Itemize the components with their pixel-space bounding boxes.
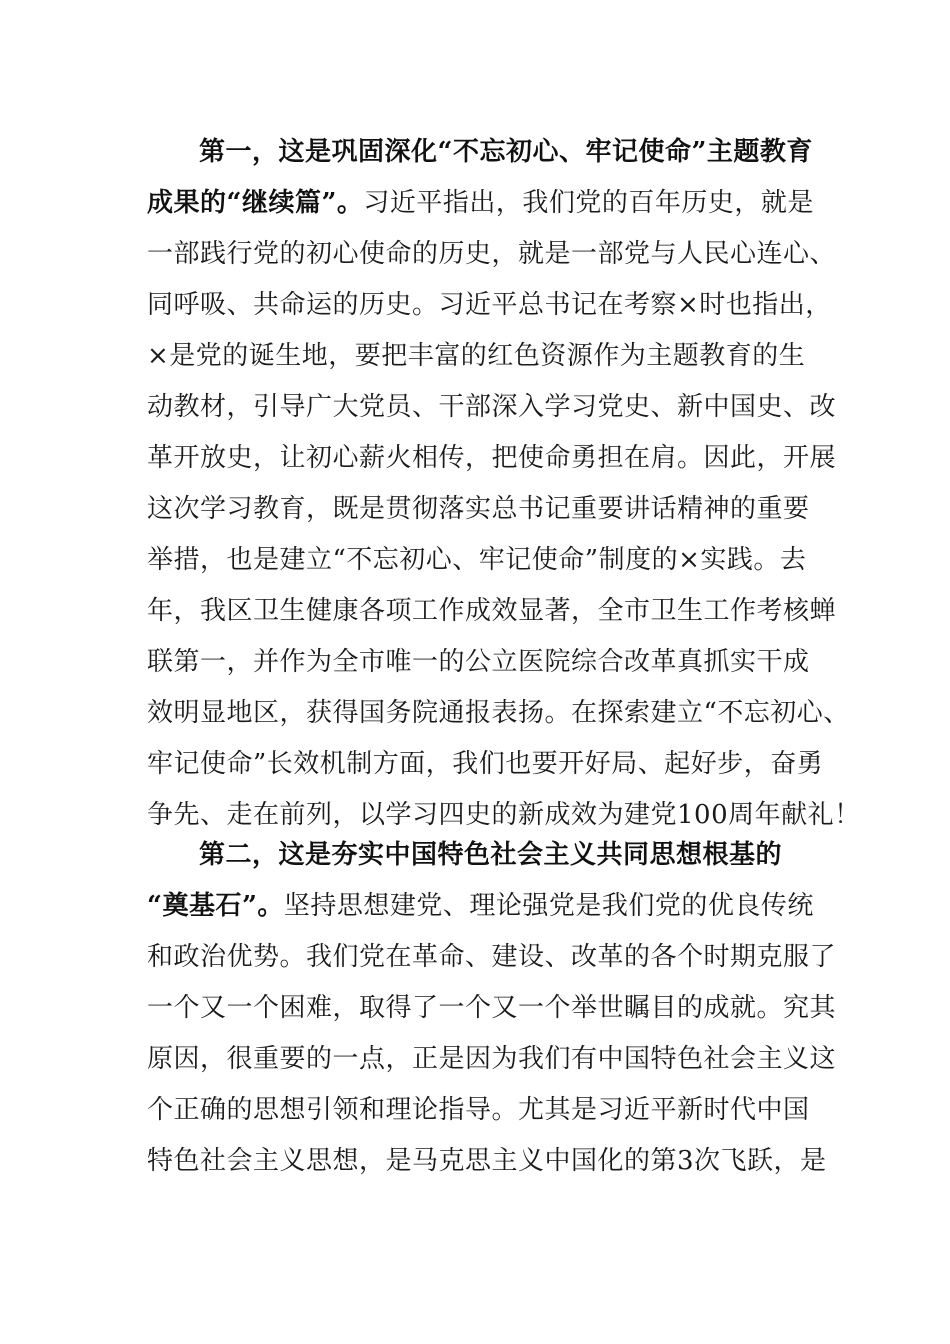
- text-line: [147, 739, 827, 790]
- text-line: [147, 433, 837, 484]
- body-text: 这次学习教育，既是贯彻落实总书记重要讲话精神的重要: [147, 494, 810, 524]
- body-text: 革开放史，让初心薪火相传，把使命勇担在肩。因此，开展: [147, 443, 837, 473]
- body-text: 同呼吸、共命运的历史。习近平总书记在考察×时也指出，: [147, 290, 832, 320]
- text-line: [147, 127, 827, 178]
- text-line: [147, 280, 832, 331]
- text-line: [147, 637, 827, 688]
- body-text: 一部践行党的初心使命的历史，就是一部党与人民心连心、: [147, 239, 837, 269]
- body-text: 特色社会主义思想，是马克思主义中国化的第3次飞跃，是: [147, 1146, 827, 1176]
- body-text: 习近平指出，我们党的百年历史，就是: [363, 188, 814, 218]
- text-line: [147, 178, 827, 229]
- body-text: 原因，很重要的一点，正是因为我们有中国特色社会主义这: [147, 1044, 837, 1074]
- body-text: 年，我区卫生健康各项工作成效显著，全市卫生工作考核蝉: [147, 596, 837, 626]
- text-line: [147, 535, 827, 586]
- text-line: [147, 830, 827, 881]
- text-line: [147, 688, 850, 739]
- bold-text: 第一，这是巩固深化“不忘初心、牢记使命”主题教育: [199, 137, 813, 167]
- text-line: [147, 229, 837, 280]
- body-text: 联第一，并作为全市唯一的公立医院综合改革真抓实干成: [147, 647, 810, 677]
- text-line: [147, 586, 837, 637]
- text-line: [147, 932, 837, 983]
- bold-text: “奠基石”。: [147, 891, 284, 921]
- text-line: [147, 484, 827, 535]
- text-line: [147, 382, 837, 433]
- body-text: 效明显地区，获得国务院通报表扬。在探索建立“不忘初心、: [147, 698, 850, 728]
- body-text: 和政治优势。我们党在革命、建设、改革的各个时期克服了: [147, 942, 837, 972]
- text-line: [147, 1085, 827, 1136]
- text-line: [147, 983, 837, 1034]
- body-text: 举措，也是建立“不忘初心、牢记使命”制度的×实践。去: [147, 545, 807, 575]
- bold-text: 成果的“继续篇”。: [147, 188, 364, 218]
- bold-text: 第二，这是夯实中国特色社会主义共同思想根基的: [199, 840, 783, 870]
- body-text: 动教材，引导广大党员、干部深入学习党史、新中国史、改: [147, 392, 837, 422]
- body-text: 坚持思想建党、理论强党是我们党的优良传统: [283, 891, 814, 921]
- text-line: [147, 331, 827, 382]
- text-line: [147, 881, 827, 932]
- body-text: ×是党的诞生地，要把丰富的红色资源作为主题教育的生: [147, 341, 806, 371]
- text-line: [147, 1136, 827, 1187]
- body-text: 一个又一个困难，取得了一个又一个举世瞩目的成就。究其: [147, 993, 837, 1023]
- body-text: 个正确的思想引领和理论指导。尤其是习近平新时代中国: [147, 1095, 810, 1125]
- body-text: 牢记使命”长效机制方面，我们也要开好局、起好步，奋勇: [147, 749, 824, 779]
- paragraph-2: [147, 830, 837, 1187]
- body-text: 争先、走在前列，以学习四史的新成效为建党100周年献礼！: [147, 800, 861, 830]
- paragraph-1: [147, 127, 861, 841]
- text-line: [147, 1034, 837, 1085]
